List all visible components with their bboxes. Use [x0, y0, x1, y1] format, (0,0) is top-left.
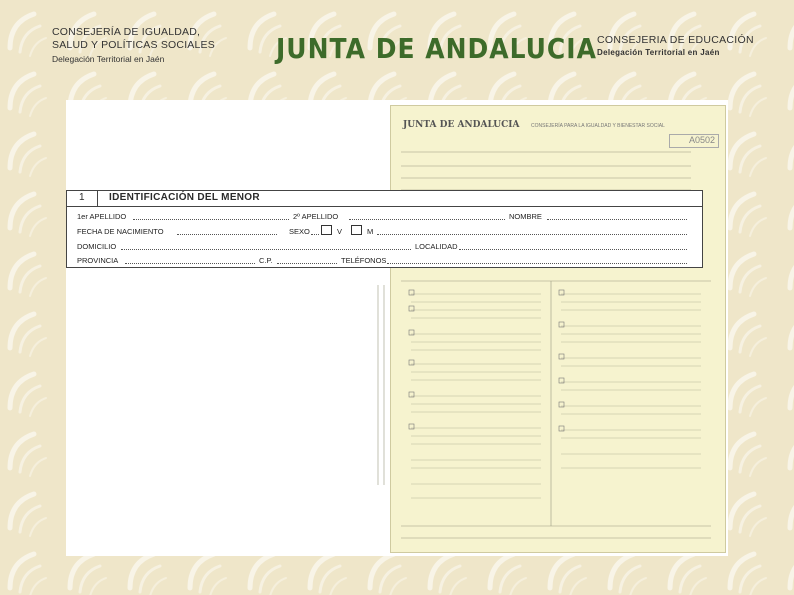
second-surname-field[interactable] — [349, 219, 505, 220]
name-label: NOMBRE — [509, 212, 542, 221]
form-scan-subtitle: CONSEJERÍA PARA LA IGUALDAD Y BIENESTAR SOCIAL — [531, 123, 665, 129]
second-surname-label: 2º APELLIDO — [293, 212, 339, 221]
header-right-line2: Delegación Territorial en Jaén — [597, 48, 720, 57]
first-surname-label: 1er APELLIDO — [77, 212, 127, 221]
sex-label: SEXO — [289, 227, 310, 236]
sex-male-checkbox[interactable] — [321, 225, 332, 235]
phones-field[interactable] — [387, 263, 687, 264]
locality-label: LOCALIDAD — [415, 242, 458, 251]
form-side-strip — [372, 285, 392, 485]
sex-male-label: V — [337, 227, 343, 236]
row-province — [67, 253, 702, 267]
row-birth-sex — [67, 224, 702, 238]
sex-female-label: M — [367, 227, 374, 236]
postal-code-label: C.P. — [259, 256, 273, 265]
header-left-line2: SALUD Y POLÍTICAS SOCIALES — [52, 39, 215, 51]
postal-code-field[interactable] — [277, 263, 337, 264]
birth-date-label: FECHA DE NACIMIENTO — [77, 227, 164, 236]
sex-dots — [311, 234, 319, 235]
address-field[interactable] — [121, 249, 411, 250]
form-scan-title: JUNTA DE ANDALUCIA — [403, 120, 520, 130]
header-left-line1: CONSEJERÍA DE IGUALDAD, — [52, 26, 201, 38]
header-right-institution — [597, 34, 777, 57]
section-title: IDENTIFICACIÓN DEL MENOR — [109, 192, 260, 203]
section-number: 1 — [79, 192, 85, 203]
junta-logo-text: JUNTA DE ANDALUCIA — [276, 32, 597, 65]
locality-field[interactable] — [459, 249, 687, 250]
row-filler — [377, 234, 687, 235]
address-label: DOMICILIO — [77, 242, 117, 251]
header-left-line3: Delegación Territorial en Jaén — [52, 54, 165, 64]
sex-female-checkbox[interactable] — [351, 225, 362, 235]
first-surname-field[interactable] — [133, 219, 289, 220]
form-scan-code: A0502 — [669, 134, 719, 148]
row-address — [67, 239, 702, 253]
form-scan-lines — [391, 106, 726, 553]
background-form-scan — [390, 105, 726, 553]
province-label: PROVINCIA — [77, 256, 119, 265]
name-field[interactable] — [547, 219, 687, 220]
header-left-institution — [52, 26, 232, 64]
birth-date-field[interactable] — [177, 234, 277, 235]
section-divider — [97, 191, 98, 207]
section-header — [67, 191, 702, 207]
header-right-line1: CONSEJERIA DE EDUCACIÓN — [597, 34, 754, 46]
identification-section — [66, 190, 703, 268]
row-names — [67, 209, 702, 223]
phones-label: TELÉFONOS — [341, 256, 387, 265]
province-field[interactable] — [125, 263, 255, 264]
